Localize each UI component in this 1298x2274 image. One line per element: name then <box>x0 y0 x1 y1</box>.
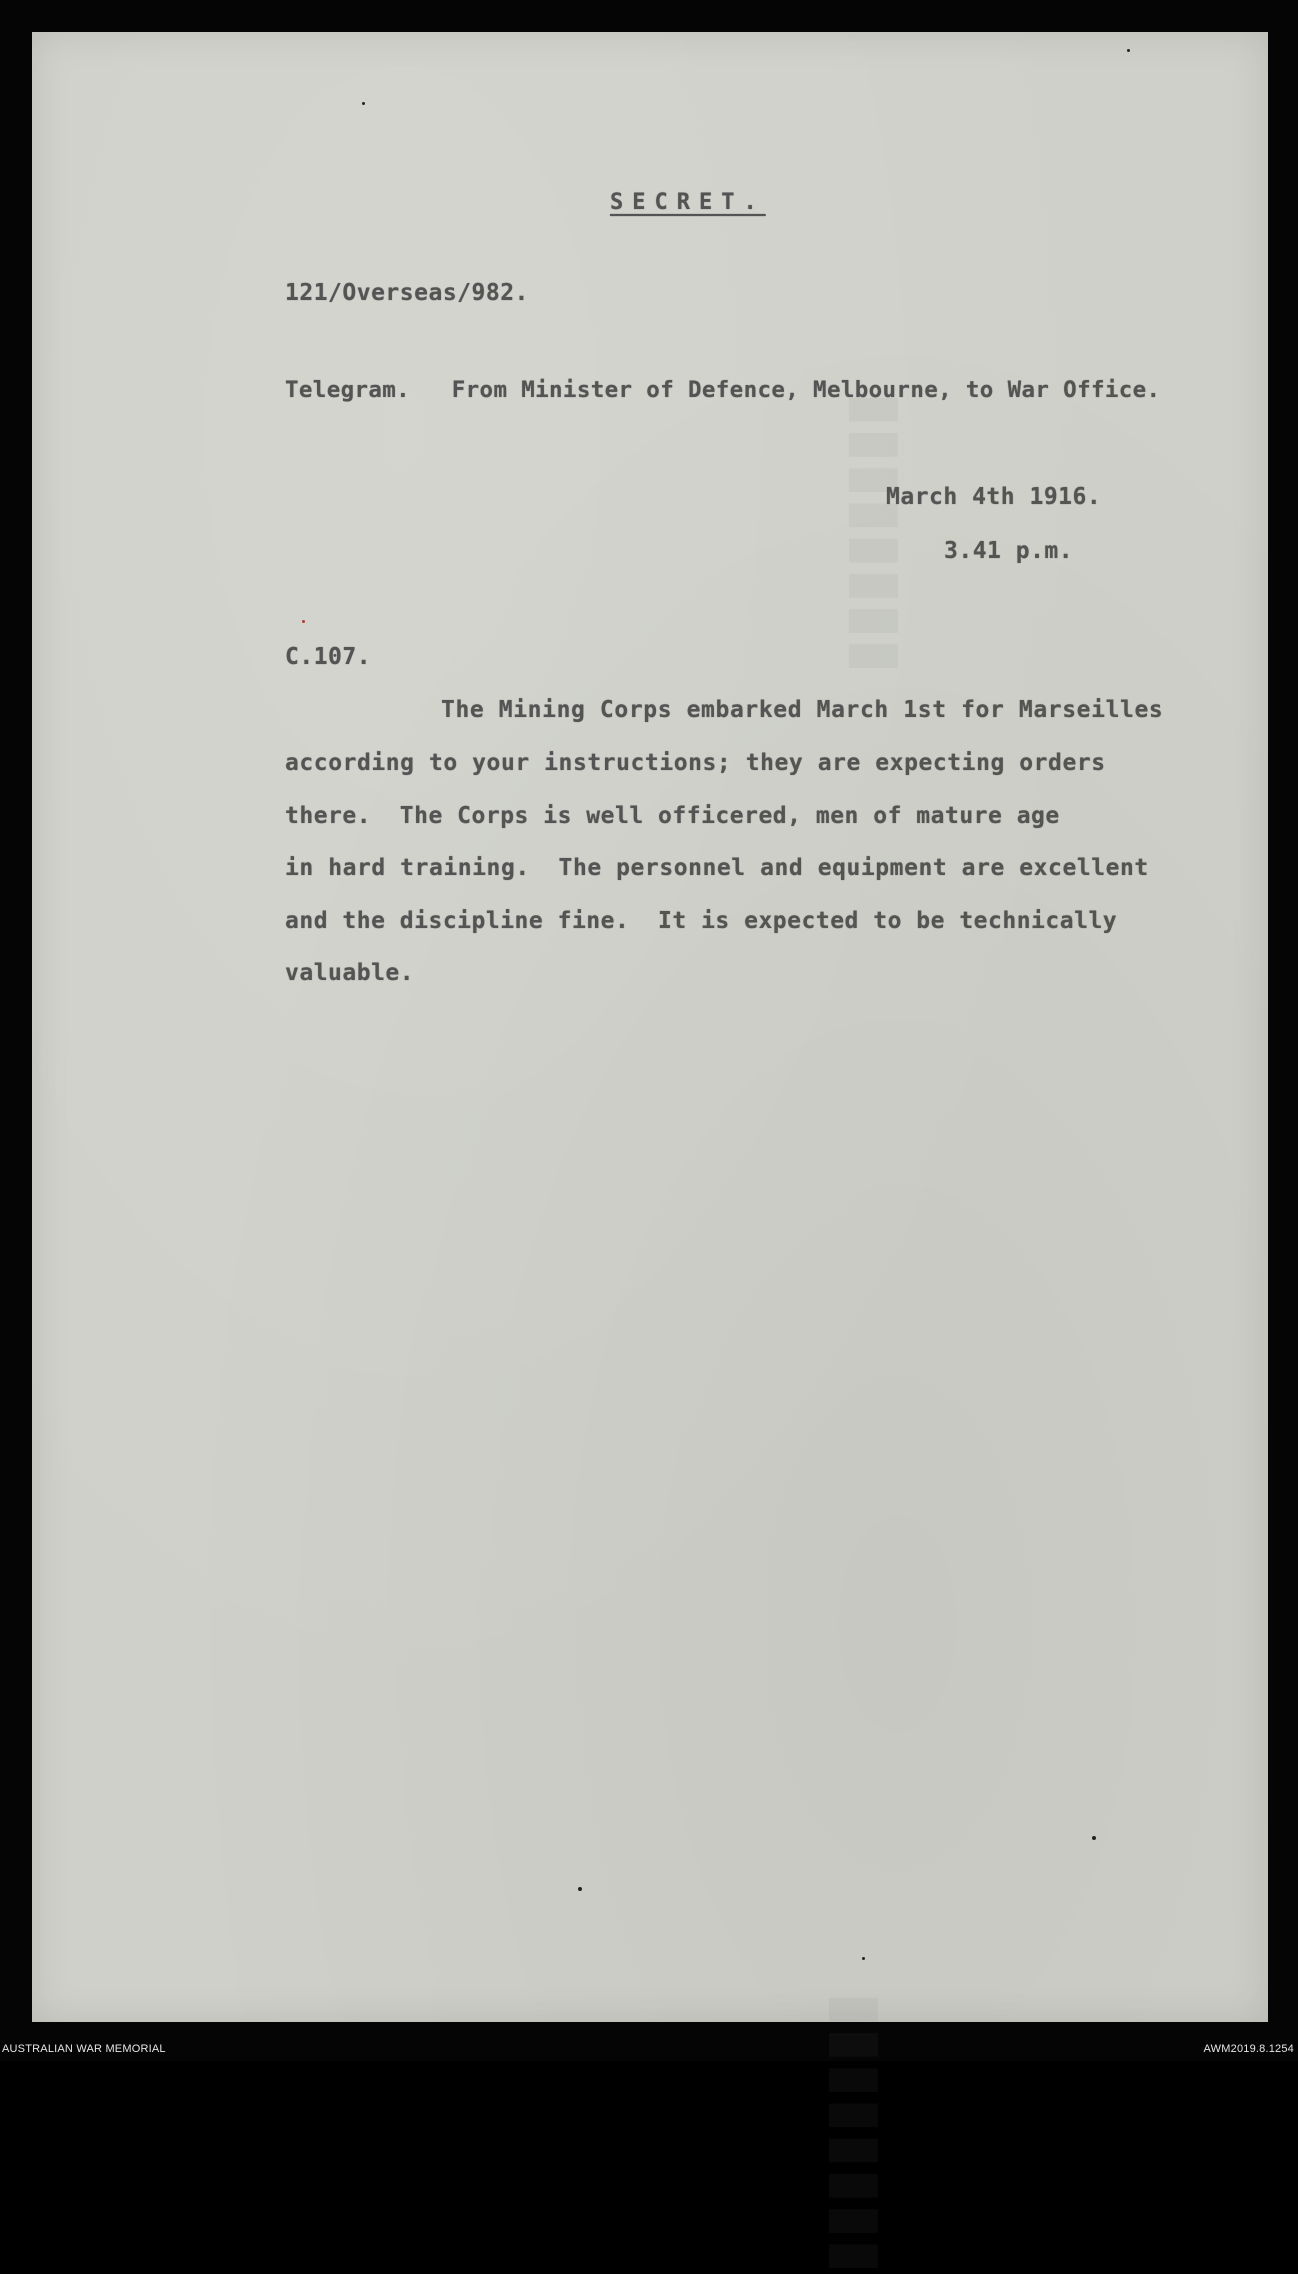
telegram-line: Telegram. From Minister of Defence, Melbourne, to War Office. <box>285 377 1161 403</box>
paper-speck <box>302 620 305 623</box>
telegram-code: C.107. <box>285 644 372 670</box>
paper-speck <box>1092 1836 1096 1840</box>
bleed-through-stamp-upper: ▮▮▮▮▮▮▮▮ <box>832 392 906 674</box>
body-line: and the discipline fine. It is expected to be technically <box>285 908 1118 934</box>
paper-speck <box>862 1957 865 1960</box>
paper-speck <box>578 1887 582 1891</box>
body-line: The Mining Corps embarked March 1st for Marseilles <box>441 697 1164 723</box>
footer-accession-number: AWM2019.8.1254 <box>1203 2043 1294 2055</box>
telegram-time: 3.41 p.m. <box>944 538 1074 564</box>
footer-institution: AUSTRALIAN WAR MEMORIAL <box>2 2043 166 2055</box>
body-line: in hard training. The personnel and equipment are excellent <box>285 855 1149 881</box>
body-line: according to your instructions; they are expecting orders <box>285 750 1106 776</box>
document-heading: SECRET. <box>610 190 766 215</box>
telegram-date: March 4th 1916. <box>886 484 1102 510</box>
paper-speck <box>362 102 365 105</box>
body-line: there. The Corps is well officered, men of mature age <box>285 803 1060 829</box>
paper-speck <box>1127 49 1130 52</box>
bleed-through-stamp-lower: ▮▮▮▮▮▮▮▮ <box>812 1992 886 2274</box>
reference-number: 121/Overseas/982. <box>285 280 529 306</box>
body-line: valuable. <box>285 960 415 986</box>
